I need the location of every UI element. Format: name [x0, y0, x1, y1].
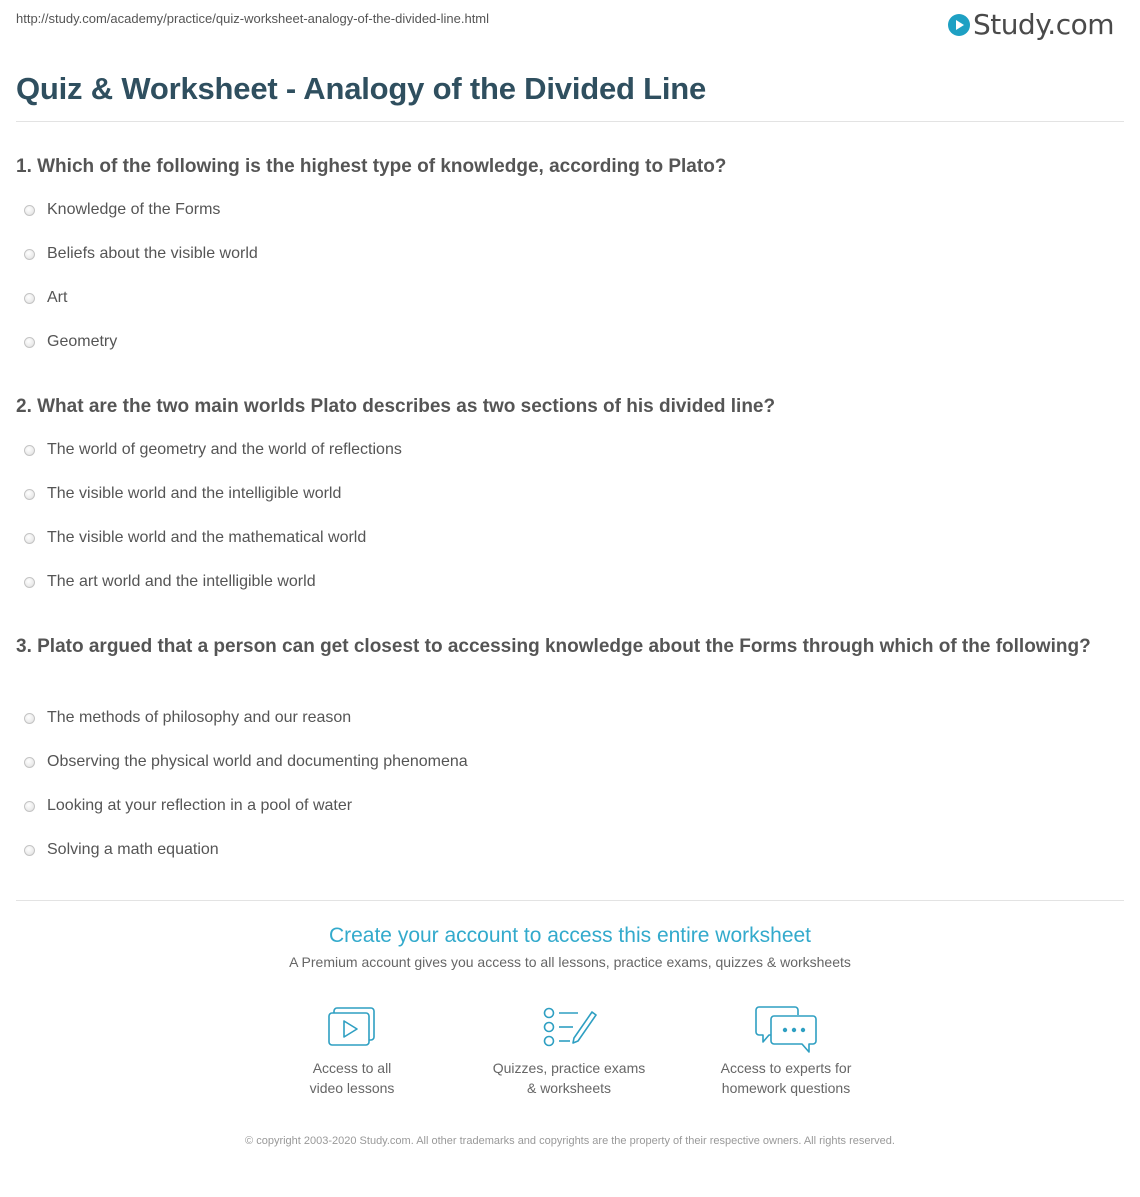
question-2: 2. What are the two main worlds Plato describes as two sections of his divided line? — [16, 396, 776, 417]
answer-label: Observing the physical world and documenting phenomena — [47, 753, 468, 770]
study-logo[interactable] — [948, 8, 1114, 41]
radio-button[interactable] — [24, 577, 35, 588]
cta-title[interactable]: Create your account to access this entire worksheet — [328, 924, 812, 947]
cta-subtitle: A Premium account gives you access to all lessons, practice exams, quizzes & worksheets — [289, 954, 851, 970]
expert-chat-icon — [753, 1004, 819, 1054]
video-lessons-icon — [325, 1004, 379, 1050]
question-1: 1. Which of the following is the highest type of knowledge, according to Plato? — [16, 156, 727, 177]
answer-option[interactable] — [24, 484, 1104, 528]
radio-button[interactable] — [24, 293, 35, 304]
answer-label: Knowledge of the Forms — [47, 201, 221, 218]
answer-label: The visible world and the mathematical world — [47, 529, 367, 546]
question-3: 3. Plato argued that a person can get closest to accessing knowledge about the Forms through which of the following? — [16, 636, 1091, 657]
feature-quizzes — [469, 1004, 669, 1098]
answer-list-3 — [24, 708, 1104, 884]
answer-option[interactable] — [24, 200, 1104, 244]
divider — [16, 121, 1124, 122]
feature-experts — [686, 1004, 886, 1098]
page-title: Quiz & Worksheet - Analogy of the Divided Line — [16, 71, 707, 106]
feature-label: Access to all video lessons — [309, 1060, 395, 1096]
radio-button[interactable] — [24, 205, 35, 216]
answer-label: The world of geometry and the world of reflections — [47, 441, 402, 458]
answer-option[interactable] — [24, 244, 1104, 288]
feature-label: Quizzes, practice exams & worksheets — [492, 1060, 646, 1096]
copyright-footer: © copyright 2003-2020 Study.com. All other trademarks and copyrights are the property of their respective owners. All rights reserved. — [245, 1135, 895, 1147]
radio-button[interactable] — [24, 249, 35, 260]
answer-option[interactable] — [24, 440, 1104, 484]
quiz-checklist-icon — [540, 1004, 598, 1050]
radio-button[interactable] — [24, 757, 35, 768]
answer-list-2 — [24, 440, 1104, 616]
answer-label: Beliefs about the visible world — [47, 245, 258, 262]
answer-option[interactable] — [24, 840, 1104, 884]
divider — [16, 900, 1124, 901]
answer-list-1 — [24, 200, 1104, 376]
radio-button[interactable] — [24, 533, 35, 544]
answer-option[interactable] — [24, 572, 1104, 616]
radio-button[interactable] — [24, 489, 35, 500]
radio-button[interactable] — [24, 337, 35, 348]
radio-button[interactable] — [24, 801, 35, 812]
answer-option[interactable] — [24, 752, 1104, 796]
answer-label: The methods of philosophy and our reason — [47, 709, 352, 726]
answer-label: Geometry — [47, 333, 118, 350]
play-logo-icon — [948, 14, 970, 36]
answer-option[interactable] — [24, 332, 1104, 376]
radio-button[interactable] — [24, 445, 35, 456]
answer-label: The visible world and the intelligible world — [47, 485, 342, 502]
radio-button[interactable] — [24, 845, 35, 856]
answer-option[interactable] — [24, 708, 1104, 752]
answer-label: Looking at your reflection in a pool of water — [47, 797, 353, 814]
feature-video-lessons — [252, 1004, 452, 1098]
answer-label: The art world and the intelligible world — [47, 573, 316, 590]
radio-button[interactable] — [24, 713, 35, 724]
answer-option[interactable] — [24, 288, 1104, 332]
logo-text: Study.com — [972, 8, 1114, 41]
answer-option[interactable] — [24, 528, 1104, 572]
answer-label: Art — [47, 289, 68, 306]
page-url: http://study.com/academy/practice/quiz-worksheet-analogy-of-the-divided-line.html — [16, 11, 490, 26]
answer-option[interactable] — [24, 796, 1104, 840]
feature-label: Access to experts for homework questions — [720, 1060, 852, 1096]
answer-label: Solving a math equation — [47, 841, 219, 858]
